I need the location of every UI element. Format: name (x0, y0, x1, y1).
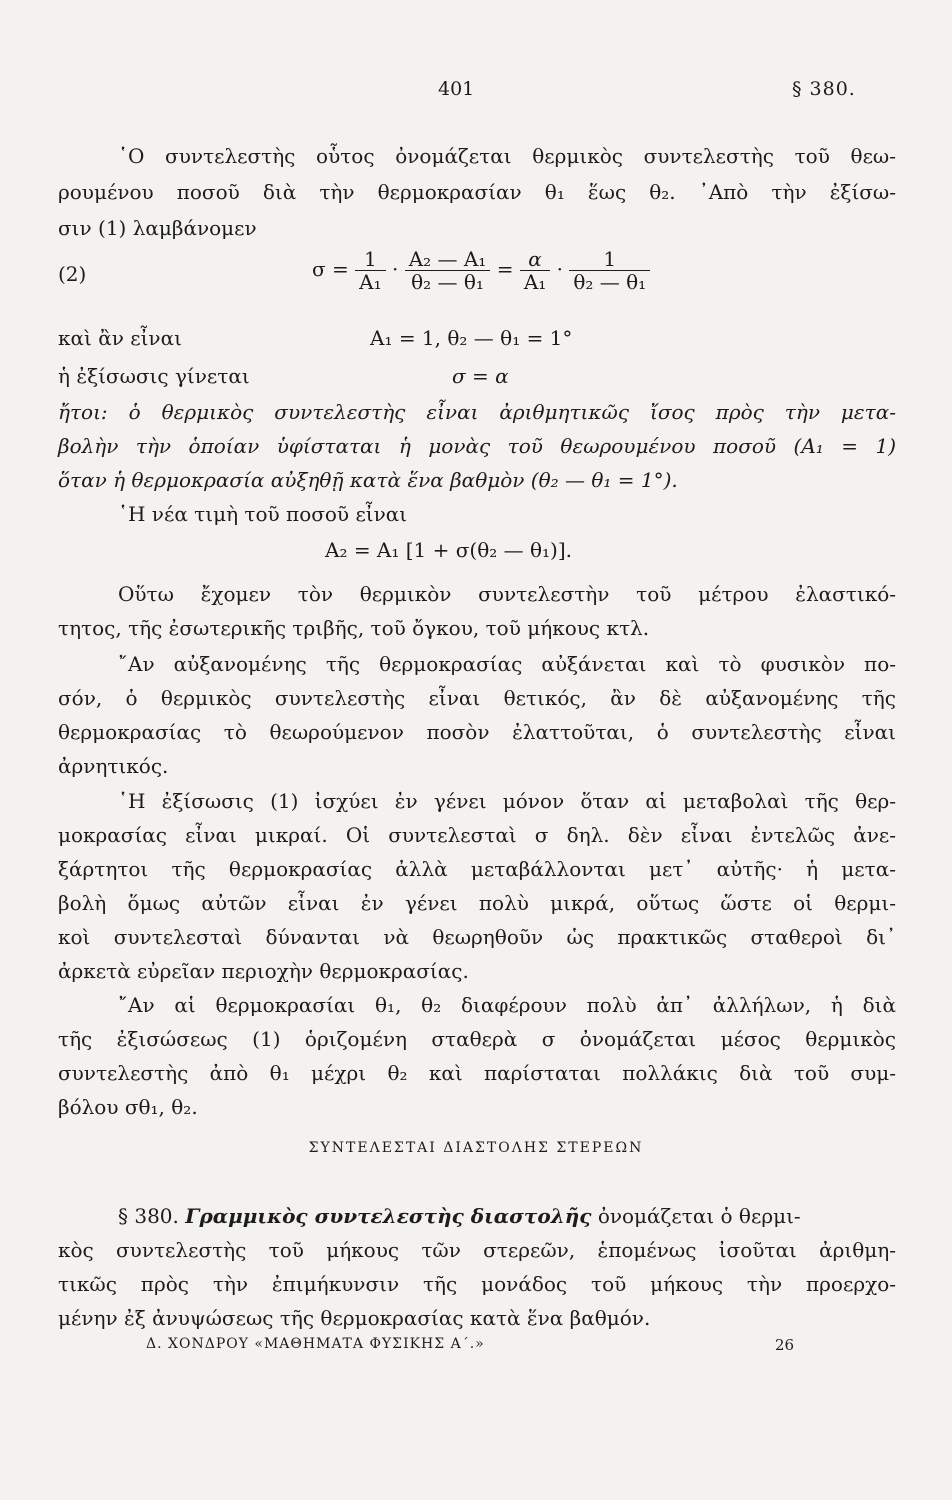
p6-line2: μοκρασίας εἶναι μικραί. Οἱ συντελεσταὶ σ δηλ. δὲν εἶναι ἐντελῶς ἀνε- (58, 823, 896, 847)
p8-line1 (118, 1202, 896, 1230)
equation-2: σ = $\frac{1}{\text{A₁}}$ · $\frac{\text{A₂ — A₁}}{\text{θ₂ — θ₁}}$ = $\frac{\alpha}{\text{A₁}}$ · $\frac{1}{\text{θ₂ — θ₁}}$ (312, 248, 650, 293)
p5-line3: θερμοκρασίας τὸ θεωρούμενον ποσὸν ἐλαττοῦται, ὁ συντελεστὴς εἶναι (58, 720, 896, 744)
p7-line1: ῎Αν αἱ θερμοκρασίαι θ₁, θ₂ διαφέρουν πολὺ ἀπ᾿ ἀλλήλων, ἡ διὰ (118, 993, 896, 1017)
p1-line2: ρουμένου ποσοῦ διὰ τὴν θερμοκρασίαν θ₁ ἕως θ₂. ᾿Απὸ τὴν ἐξίσω- (58, 180, 896, 204)
p7-line4: βόλου σθ₁, θ₂. (58, 1095, 198, 1119)
p7-line2: τῆς ἐξισώσεως (1) ὁριζομένη σταθερὰ σ ὀνομάζεται μέσος θερμικὸς (58, 1027, 896, 1051)
result-formula: σ = α (452, 364, 509, 388)
p2-line3: ὅταν ἡ θερμοκρασία αὐξηθῇ κατὰ ἕνα βαθμὸν (θ₂ — θ₁ = 1°). (58, 468, 678, 492)
fraction-4 (569, 248, 650, 293)
p5-line2: σόν, ὁ θερμικὸς συντελεστὴς εἶναι θετικός, ἂν δὲ αὐξανομένης τῆς (58, 686, 896, 710)
p4-line2: τητος, τῆς ἐσωτερικῆς τριβῆς, τοῦ ὄγκου, τοῦ μήκους κτλ. (58, 616, 650, 640)
footer-book-title: Δ. ΧΟΝΔΡΟΥ «ΜΑΘΗΜΑΤΑ ΦΥΣΙΚΗΣ Α΄.» (146, 1336, 485, 1352)
p6-line3: ξάρτητοι τῆς θερμοκρασίας ἀλλὰ μεταβάλλονται μετ᾿ αὐτῆς· ἡ μετα- (58, 857, 896, 881)
p4-line1: Οὕτω ἔχομεν τὸν θερμικὸν συντελεστὴν τοῦ μέτρου ἐλαστικό- (118, 582, 896, 606)
page-number: 401 (438, 78, 475, 100)
fraction-2 (405, 248, 491, 293)
frac4-den: θ₂ — θ₁ (573, 270, 647, 294)
p6-line1: ῾Η ἐξίσωσις (1) ἰσχύει ἐν γένει μόνον ὅταν αἱ μεταβολαὶ τῆς θερ- (118, 789, 896, 813)
p8-line2: κὸς συντελεστὴς τοῦ μήκους τῶν στερεῶν, ἑπομένως ἰσοῦται ἀριθμη- (58, 1238, 896, 1262)
p2-line2: βολὴν τὴν ὁποίαν ὑφίσταται ἡ μονὰς τοῦ θεωρουμένου ποσοῦ (A₁ = 1) (58, 434, 896, 458)
frac3-num: α (520, 248, 550, 271)
p2-line1: ἤτοι: ὁ θερμικὸς συντελεστὴς εἶναι ἀριθμητικῶς ἴσος πρὸς τὴν μετα- (58, 400, 896, 424)
p3-line1: ῾Η νέα τιμὴ τοῦ ποσοῦ εἶναι (118, 502, 408, 526)
footer-signature: 26 (775, 1336, 795, 1354)
frac1-den: A₁ (359, 270, 382, 294)
p8-line4: μένην ἐξ ἀνυψώσεως τῆς θερμοκρασίας κατὰ ἕνα βαθμόν. (58, 1306, 651, 1330)
p8-line1-rest: ὀνομάζεται ὁ θερμι- (597, 1204, 801, 1228)
p5-line1: ῎Αν αὐξανομένης τῆς θερμοκρασίας αὐξάνεται καὶ τὸ φυσικὸν πο- (118, 652, 896, 676)
fraction-1 (355, 248, 385, 293)
frac4-num: 1 (569, 248, 650, 271)
p1-line3: σιν (1) λαμβάνομεν (58, 216, 257, 240)
condition-text: καὶ ἂν εἶναι (58, 326, 182, 350)
frac3-den: A₁ (523, 270, 547, 294)
term-linear-coefficient: Γραμμικὸς συντελεστὴς διαστολῆς (185, 1204, 592, 1228)
fraction-3 (520, 248, 550, 293)
p6-line6: ἀρκετὰ εὐρεῖαν περιοχὴν θερμοκρασίας. (58, 959, 469, 983)
frac2-den: θ₂ — θ₁ (411, 270, 484, 294)
p6-line5: κοὶ συντελεσταὶ δύνανται νὰ θεωρηθοῦν ὡς πρακτικῶς σταθεροὶ δι᾿ (58, 925, 896, 949)
section-heading: ΣΥΝΤΕΛΕΣΤΑΙ ΔΙΑΣΤΟΛΗΣ ΣΤΕΡΕΩΝ (308, 1140, 644, 1156)
eq-lhs: σ = (312, 257, 349, 281)
p5-line4: ἀρνητικός. (58, 754, 169, 778)
section-number: § 380. (118, 1204, 179, 1228)
result-text: ἡ ἐξίσωσις γίνεται (58, 364, 250, 388)
section-reference: § 380. (792, 78, 856, 100)
p1-line1: ῾Ο συντελεστὴς οὗτος ὀνομάζεται θερμικὸς συντελεστὴς τοῦ θεω- (118, 144, 896, 168)
p7-line3: συντελεστὴς ἀπὸ θ₁ μέχρι θ₂ καὶ παρίσταται πολλάκις διὰ τοῦ συμ- (58, 1061, 896, 1085)
p6-line4: βολὴ ὅμως αὐτῶν εἶναι ἐν γένει πολὺ μικρά, οὕτως ὥστε οἱ θερμι- (58, 891, 896, 915)
equation-label: (2) (58, 262, 87, 286)
condition-formula: A₁ = 1, θ₂ — θ₁ = 1° (370, 326, 573, 350)
frac1-num: 1 (355, 248, 385, 271)
new-value-formula: A₂ = A₁ [1 + σ(θ₂ — θ₁)]. (325, 538, 573, 562)
frac2-num: A₂ — A₁ (405, 248, 491, 271)
eq-equals: = (496, 257, 514, 281)
p8-line3: τικῶς πρὸς τὴν ἐπιμήκυνσιν τῆς μονάδος τοῦ μήκους τὴν προερχο- (58, 1272, 896, 1296)
